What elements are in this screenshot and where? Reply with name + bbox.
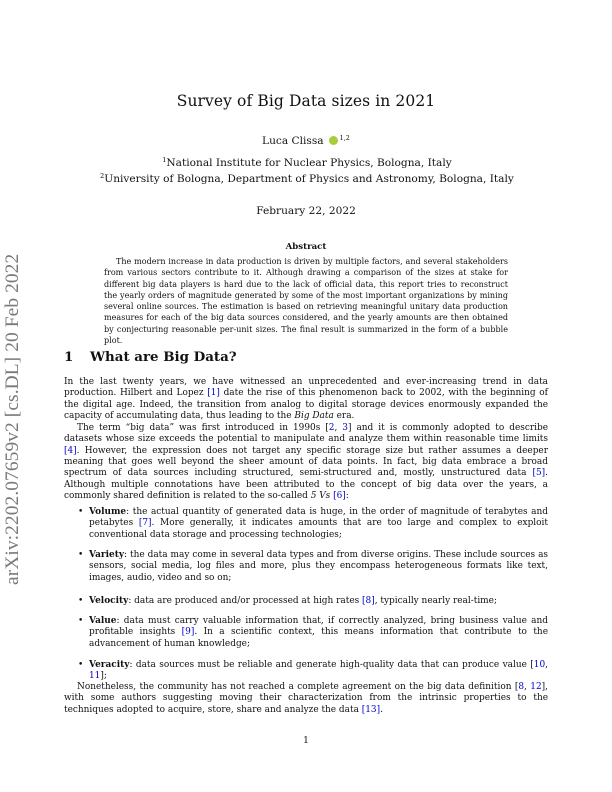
affiliation-text: National Institute for Nuclear Physics, Bologna, Italy: [166, 157, 452, 169]
bullet-icon: •: [78, 596, 84, 606]
citation-link[interactable]: [7]: [138, 518, 152, 529]
author-affiliation-marks: 1,2: [339, 134, 350, 142]
citation-link[interactable]: 3: [342, 423, 348, 433]
citation-link[interactable]: [4]: [64, 445, 77, 456]
citation-link[interactable]: 10: [533, 660, 546, 670]
paper-title: Survey of Big Data sizes in 2021: [176, 92, 436, 110]
author-line: [0, 134, 612, 147]
citation-link[interactable]: [6]: [333, 491, 346, 502]
section-number: 1: [64, 349, 74, 365]
affiliation-text: University of Bologna, Department of Physics and Astronomy, Bologna, Italy: [104, 173, 514, 185]
paper-date: February 22, 2022: [256, 205, 356, 217]
list-item-velocity: Velocity: data are produced and/or processed at high rates [8], typically nearly real-time;: [89, 596, 497, 606]
orcid-icon[interactable]: [329, 136, 338, 145]
arxiv-identifier-stamp: arXiv:2202.07659v2 [cs.DL] 20 Feb 2022: [2, 253, 23, 585]
citation-link[interactable]: [13]: [361, 704, 381, 715]
affiliation-1: [0, 156, 612, 169]
paragraph-3: Nonetheless, the community has not reached a complete agreement on the big data definition [8, 12], with some authors suggesting moving their characterization from the intrinsic properties to the techniques adopted to acquire, store, share and analyze the data [13].: [64, 682, 548, 715]
citation-link[interactable]: 12: [530, 682, 542, 692]
affiliation-mark: 2: [100, 172, 105, 180]
citation-link[interactable]: [5]: [532, 468, 546, 479]
list-item-volume: Volume: the actual quantity of generated data is huge, in the order of magnitude of terabytes and petabytes [7]. More generally, it indicates amounts that are too large and complex to exploit conventional data storage and processing technologies;: [89, 507, 548, 540]
abstract-text: The modern increase in data production is driven by multiple factors, and several stakeholders from various sectors contribute to it. Although drawing a comparison of the sizes at stake for different big data players is hard due to the lack of official data, this report tries to reconstruct the yearly orders of magnitude generated by some of the most important organizations by mining several online sources. The estimation is based on retrieving meaningful unitary data production measures for each of the big data sources considered, and the yearly amounts are then obtained by conjecturing reasonable per-unit sizes. The final result is summarized in the form of a bubble plot.: [104, 257, 508, 346]
list-item-variety: Variety: the data may come in several data types and from diverse origins. These include sources as sensors, social media, log files and more, plus they encompass heterogeneous formats like text, images, audio, video and so on;: [89, 550, 548, 583]
abstract-heading: Abstract: [285, 242, 327, 252]
paragraph-2: The term “big data” was first introduced in 1990s [2, 3] and it is commonly adopted to describe datasets whose size exceeds the potential to manipulate and analyze them within reasonable time limits [4]. However, the expression does not target any specific storage size but rather assumes a deeper meaning that goes well beyond the sheer amount of data points. In fact, big data embrace a broad spectrum of data sources including structured, semi-structured and, mostly, unstructured data [5]. Although multiple connotations have been attributed to the concept of big data over the years, a commonly shared definition is related to the so-called 5 Vs [6]:: [64, 423, 548, 502]
citation-link[interactable]: [8]: [362, 596, 375, 606]
section-heading: [64, 349, 237, 365]
citation-link[interactable]: 11: [89, 671, 101, 682]
bullet-icon: •: [78, 507, 84, 517]
citation-link[interactable]: [9]: [181, 627, 195, 638]
bullet-icon: •: [78, 660, 84, 670]
bullet-icon: •: [78, 616, 84, 626]
paragraph-1: In the last twenty years, we have witnessed an unprecedented and ever-increasing trend in data production. Hilbert and Lopez [1] date the rise of this phenomenon back to 2002, with the beginning of the digital age. Indeed, the transition from analog to digital storage devices enormously expanded the capacity of accumulating data, thus leading to the Big Data era.: [64, 377, 548, 422]
affiliation-2: [0, 172, 612, 185]
citation-link[interactable]: 8: [518, 682, 525, 692]
bullet-icon: •: [78, 550, 84, 560]
page-number: 1: [303, 736, 309, 746]
section-title: What are Big Data?: [90, 349, 237, 365]
citation-link[interactable]: 2: [328, 423, 335, 433]
author-name: Luca Clissa: [262, 135, 324, 147]
citation-link[interactable]: [1]: [207, 388, 220, 399]
list-item-value: Value: data must carry valuable information that, if correctly analyzed, bring business value and profitable insights [9]. In a scientific context, this means information that contribute to the advancement of human knowledge;: [89, 616, 548, 649]
list-item-veracity: Veracity: data sources must be reliable and generate high-quality data that can produce value [10, 11];: [89, 660, 548, 682]
affiliation-mark: 1: [162, 156, 167, 164]
